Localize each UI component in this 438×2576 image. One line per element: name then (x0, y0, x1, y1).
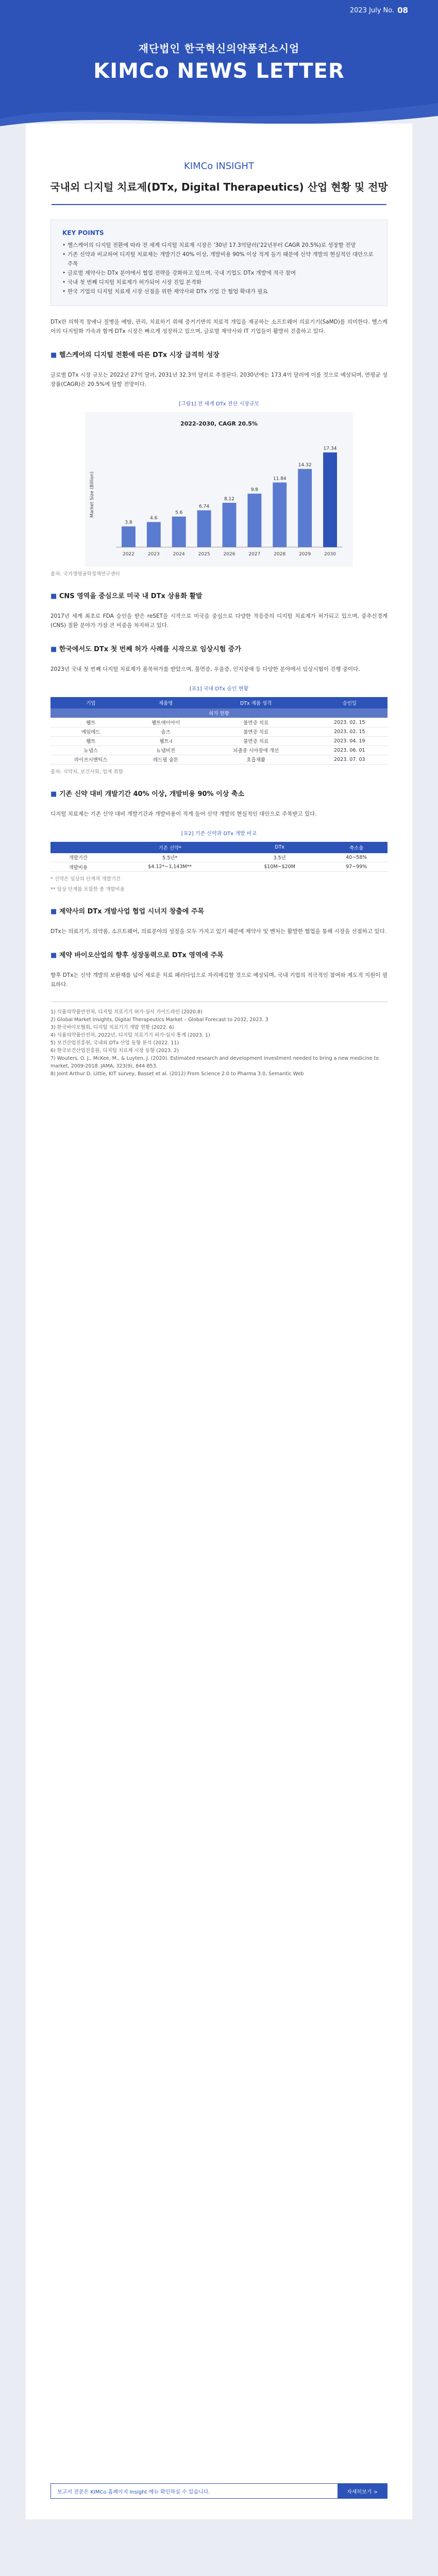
chart-bar (298, 469, 312, 547)
cell: 레드필 숨튼 (131, 755, 200, 764)
cell: 2023. 04. 19 (312, 736, 388, 745)
cell: 2023. 06. 01 (312, 745, 388, 755)
table-note: * 신약은 임상의 단계적 개발기간 (50, 876, 121, 882)
cell: 40~58% (325, 853, 388, 862)
article-card (26, 124, 412, 2519)
table-source: 출처: 식약처, 보건사회, 업계 취합 (50, 769, 123, 775)
reference-item: 1) 식품의약품안전처, 디지털 치료기기 허가·심사 가이드라인 (2020.8) (50, 1009, 203, 1015)
cell: $4.12*~1,143M** (106, 862, 234, 872)
paragraph: 디지털 치료제는 기존 신약 대비 개발기간과 개발비용이 적게 들어 신약 개발의 현실적인 대안으로 주목받고 있다. (50, 810, 317, 817)
table-header: 기업 (50, 697, 131, 708)
paragraph: DTx는 의료기기, 의약품, 소프트웨어, 의료분야의 성질을 모두 가지고 있기 때문에 제약사 및 벤처는 활발한 협업을 통해 시장을 선점하고 있다. (50, 928, 387, 935)
cell: 웰트에이아이 (131, 718, 200, 727)
footer-text: 보고서 전문은 KIMCo 홈페이지 Insight 메뉴 확인하실 수 있습니다. (57, 2489, 210, 2495)
table-row (50, 862, 388, 872)
table-header: DTx (234, 842, 326, 853)
chart-data-label: 14.32 (298, 463, 312, 468)
reference-item: 7) Wouters, O. J., McKee, M., & Luyten, J. (2020). Estimated research and development investment needed to bring a new medicine to market, 2009-2018. JAMA, 323(9), 844-853. (50, 1056, 379, 1069)
cell: 2023. 02. 15 (312, 718, 388, 727)
table-title: [표2] 기존 신약과 DTx 개발 비교 (181, 831, 257, 837)
table-subheader: 허가 현황 (50, 708, 388, 718)
chart-data-label: 3.8 (125, 520, 132, 526)
paragraph: 2017년 세계 최초로 FDA 승인을 받은 reSET을 시작으로 미국을 중심으로 다양한 적응증의 디지털 치료제가 허가되고 있으며, 중추신경계(CNS) 질환 분야가 가장 큰 비중을 차지하고 있다. (50, 613, 388, 629)
approval-table (50, 697, 388, 765)
cell: 개발비용 (50, 862, 106, 872)
chart-bar (223, 503, 237, 547)
heading-market-growth: ■ 헬스케어의 디지털 전환에 따른 DTx 시장 급격히 성장 (50, 349, 388, 359)
key-point: • 기존 신약과 비교하여 디지털 치료제는 개발기간 40% 이상, 개발비용 90% 이상 적게 들기 때문에 신약 개발의 현실적인 대안으로 주목 (62, 250, 376, 268)
footer-bar (26, 2483, 412, 2499)
paragraph: 글로벌 DTx 시장 규모는 2022년 27억 달러, 2031년 32.3억 달러로 추정된다. 2030년에는 173.4억 달러에 이를 것으로 예상되며, 연평균 성장률(CAGR)은 20.5%에 달할 전망이다. (50, 372, 388, 387)
cell: 웰트 (50, 736, 131, 745)
cell: 97~99% (325, 862, 388, 872)
table-row (50, 736, 388, 745)
heading-cns: ■ CNS 영역을 중심으로 미국 내 DTx 상용화 활발 (50, 590, 388, 600)
key-point: • 글로벌 제약사는 DTx 분야에서 협업 전략을 강화하고 있으며, 국내 기업도 DTx 개발에 적극 참여 (62, 268, 376, 278)
chart-bar (247, 494, 261, 547)
chart-x-tick-label: 2030 (324, 552, 336, 557)
cell: 2023. 02. 15 (312, 727, 388, 736)
table-row (50, 727, 388, 736)
masthead (0, 21, 438, 134)
article-body (26, 317, 412, 1078)
heading-collaboration: ■ 제약사의 DTx 개발사업 협업 시너지 창출에 주목 (50, 906, 388, 916)
chart-data-label: 9.8 (250, 487, 259, 493)
references-list (50, 1002, 388, 1078)
issue-number: 08 (397, 6, 408, 15)
key-points-box (50, 219, 388, 306)
issue-date: 2023 July No. (349, 6, 395, 14)
reference-item: 3) 한국바이오협회, 디지털 치료기기 개발 현황 (2022. 6) (50, 1025, 174, 1030)
comparison-table (50, 842, 388, 872)
chart-x-tick-label: 2026 (223, 552, 235, 557)
table-header: 기존 신약* (106, 842, 234, 853)
figure-source: 출처: 국가생명공학정책연구센터 (50, 571, 120, 577)
key-points-title: KEY POINTS (62, 229, 104, 236)
key-points-list (62, 241, 376, 296)
read-more-button[interactable]: 자세히보기 > (338, 2484, 387, 2498)
chart-x-tick-label: 2023 (147, 552, 160, 557)
chart-x-tick-label: 2028 (274, 552, 286, 557)
section-label: KIMCo INSIGHT (184, 161, 254, 172)
intro-paragraph: DTx란 의학적 장애나 질병을 예방, 관리, 치료하기 위해 증거기반의 치료적 개입을 제공하는 소프트웨어 의료기기(SaMD)를 의미한다. 헬스케어의 디지털화 가속과 함께 DTx 시장은 빠르게 성장하고 있으며, 글로벌 제약사와 IT 기업들이 활발히 진출하고 있다. (50, 319, 388, 334)
chart-bar (273, 482, 287, 547)
heading-dev-cost: ■ 기존 신약 대비 개발기간 40% 이상, 개발비용 90% 이상 축소 (50, 788, 388, 798)
cell: 2023. 07. 03 (312, 755, 388, 764)
chart-x-tick-label: 2024 (173, 552, 185, 557)
section-header (26, 124, 412, 205)
table-row (50, 755, 388, 764)
chart-x-tick-label: 2022 (122, 552, 134, 557)
table-row (50, 718, 388, 727)
table-header: 축소율 (325, 842, 388, 853)
cell: $10M~$20M (234, 862, 326, 872)
chart-bar (147, 522, 161, 547)
cell: 라이프시맨틱스 (50, 755, 131, 764)
reference-item: 5) 보건산업진흥원, 국내외 DTx 산업 동향 분석 (2022. 11) (50, 1040, 179, 1046)
cell: 웰트-I (131, 736, 200, 745)
cell: 웰트 (50, 718, 131, 727)
organization-name: 재단법인 한국혁신의약품컨소시엄 (138, 42, 300, 55)
cell: 뇌졸중 시야장애 개선 (200, 745, 312, 755)
chart-bar (172, 517, 186, 547)
cell: 뉴냅비전 (131, 745, 200, 755)
cell: 3.5년 (234, 853, 326, 862)
chart-title: 2022-2030, CAGR 20.5% (180, 420, 258, 427)
chart-bar (122, 527, 136, 547)
chart-x-tick-label: 2027 (248, 552, 261, 557)
footer-box (50, 2483, 388, 2499)
chart-y-label: Market Size (Billion) (90, 471, 95, 518)
table-header: 제품명 (131, 697, 200, 708)
title-divider (52, 204, 386, 205)
issue-bar (0, 0, 438, 21)
chart-data-label: 4.6 (150, 516, 158, 521)
chart-x-tick-label: 2029 (299, 552, 311, 557)
reference-item: 4) 식품의약품안전처, 2022년, 디지털 치료기기 허가·심사 통계 (2023. 1) (50, 1032, 210, 1038)
heading-outlook: ■ 제약 바이오산업의 향후 성장동력으로 DTx 영역에 주목 (50, 950, 388, 959)
cell: 5.5년* (106, 853, 234, 862)
reference-item: 8) Joint Arthur D. Little, KIT survey, Basset et al. (2012) From Science 2.0 to Pharma 3.0, Semantic Web (50, 1071, 304, 1077)
table-subheader-row (50, 708, 388, 718)
article-title: 국내외 디지털 치료제(DTx, Digital Therapeutics) 산업 현황 및 전망 (50, 181, 388, 193)
table-row (50, 853, 388, 862)
cell: 불면증 치료 (200, 736, 312, 745)
chart-bar (197, 511, 211, 547)
paragraph: 2023년 국내 첫 번째 디지털 치료제가 품목허가를 받았으며, 불면증, 우울증, 인지장애 등 다양한 분야에서 임상시험이 진행 중이다. (50, 666, 360, 672)
reference-item: 6) 한국보건산업진흥원, 디지털 치료제 시장 동향 (2023. 2) (50, 1048, 179, 1054)
chart-data-label: 8.12 (224, 496, 235, 502)
reference-item: 2) Global Market Insights, Digital Therapeutics Market – Global Forecast to 2032, 2023. 3 (50, 1017, 268, 1023)
key-point: • 헬스케어의 디지털 전환에 따라 전 세계 디지털 치료제 시장은 '30년 17.3억달러('22년부터 CAGR 20.5%)로 성장할 전망 (62, 241, 376, 250)
chart-bar (323, 452, 337, 547)
chart-x-tick-label: 2025 (198, 552, 210, 557)
heading-korea: ■ 한국에서도 DTx 첫 번째 허가 사례를 시작으로 임상시험 증가 (50, 643, 388, 653)
cell: 개발기간 (50, 853, 106, 862)
cell: 에임메드 (50, 727, 131, 736)
table-header: DTx 제품 성격 (200, 697, 312, 708)
table-header (50, 842, 106, 853)
market-size-chart (85, 412, 353, 567)
chart-data-label: 6.74 (199, 504, 210, 510)
chart-data-label: 17.34 (323, 446, 337, 452)
key-point: • 국내 첫 번째 디지털 치료제가 허가되어 시장 진입 본격화 (62, 278, 376, 287)
cell: 불면증 치료 (200, 727, 312, 736)
newsletter-title: KIMCo NEWS LETTER (93, 59, 345, 83)
key-point: • 한국 기업의 디지털 치료제 시장 선점을 위한 제약사와 DTx 기업 간 협업 확대가 필요 (62, 287, 376, 296)
cell: 불면증 치료 (200, 718, 312, 727)
paragraph: 향후 DTx는 신약 개발의 보완재를 넘어 새로운 치료 패러다임으로 자리매김할 것으로 예상되며, 국내 기업의 적극적인 참여와 제도적 지원이 필요하다. (50, 972, 388, 988)
chart-data-label: 11.84 (273, 476, 287, 482)
table-row (50, 745, 388, 755)
cell: 뉴냅스 (50, 745, 131, 755)
table-title: [표1] 국내 DTx 승인 현황 (189, 686, 249, 692)
table-header: 승인일 (312, 697, 388, 708)
table-note: ** 임상 단계를 포함한 총 개발비용 (50, 887, 125, 892)
chart-data-label: 5.6 (175, 510, 183, 516)
cell: 호흡재활 (200, 755, 312, 764)
cell: 솜즈 (131, 727, 200, 736)
figure-title: [그림1] 전 세계 DTx 전산 시장규모 (178, 401, 260, 407)
